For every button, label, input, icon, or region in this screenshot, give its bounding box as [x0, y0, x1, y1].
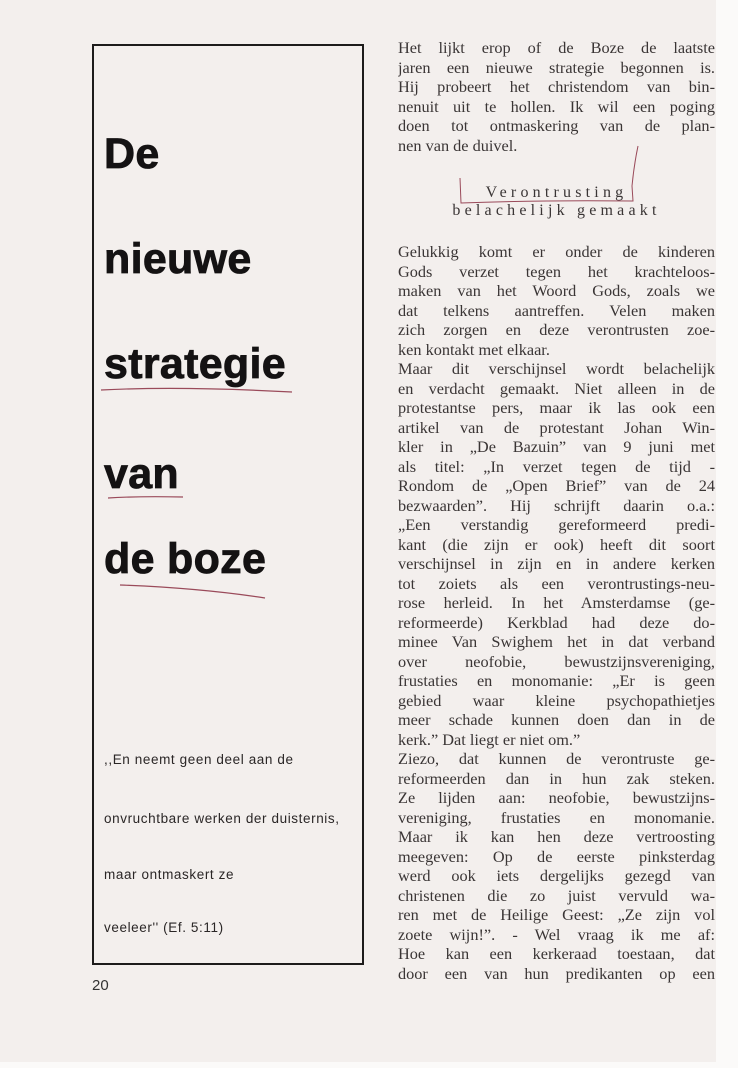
text-line: protestantse pers, maar ik las ook een: [398, 398, 715, 417]
text-line: maken van het Woord Gods, zoals we: [398, 281, 715, 300]
text-line: kerk.” Dat liegt er niet om.”: [398, 729, 581, 749]
title-line-2: nieuwe: [104, 235, 252, 283]
quote-line-1: ,,En neemt geen deel aan de: [104, 752, 294, 767]
text-line: over neofobie, bewustzijnsvereniging,: [398, 651, 715, 671]
text-line: kant (die zijn er ook) heeft dit soort: [398, 534, 715, 554]
text-line: Maar dit verschijnsel wordt belachelijk: [398, 359, 715, 378]
text-line: dat telkens aantreffen. Velen maken: [398, 300, 715, 320]
text-line: Ze lijden aan: neofobie, bewustzijns-: [398, 788, 715, 807]
title-line-5: de boze: [104, 535, 267, 583]
text-line: Hij probeert het christendom van bin-: [398, 77, 715, 96]
text-line: kler in „De Bazuin” van 9 juni met: [398, 437, 715, 456]
text-line: „Een verstandig gereformeerd predi-: [398, 515, 715, 534]
text-line: frustaties en monomanie: „Er is geen: [398, 671, 715, 690]
text-line: werd ook iets dergelijks gezegd van: [398, 866, 715, 885]
subheading-line-1: Verontrusting: [485, 184, 628, 201]
text-line: ken kontakt met elkaar.: [398, 339, 550, 359]
text-line: Gelukkig komt er onder de kinderen: [398, 242, 715, 261]
text-line: meer schade kunnen doen dan in de: [398, 710, 715, 729]
text-line: artikel van de protestant Johan Win-: [398, 417, 715, 437]
text-line: door een van hun predikanten op een: [398, 963, 715, 983]
text-line: nenuit uit te hollen. Ik wil een poging: [398, 96, 715, 116]
text-line: reformeerden dan in hun zak steken.: [398, 768, 715, 788]
text-line: en verdacht gemaakt. Niet alleen in de: [398, 378, 715, 398]
quote-line-3: maar ontmaskert ze: [104, 867, 235, 882]
text-line: bezwaarden”. Hij schrijft daarin o.a.:: [398, 495, 715, 515]
title-line-1: De: [104, 130, 160, 178]
quote-line-4: veeleer'' (Ef. 5:11): [104, 920, 224, 935]
text-line: zich zorgen en deze verontrusten zoe-: [398, 320, 715, 339]
text-line: reformeerde) Kerkblad had deze do-: [398, 612, 715, 632]
text-line: jaren een nieuwe strategie begonnen is.: [398, 57, 715, 77]
text-line: Gods verzet tegen het krachteloos-: [398, 261, 715, 281]
text-line: minee Van Swighem het in dat verband: [398, 632, 715, 651]
text-line: nen van de duivel.: [398, 135, 518, 155]
text-line: tot zoiets als een verontrustings-neu-: [398, 573, 715, 593]
text-line: verschijnsel in zijn en in andere kerken: [398, 554, 715, 573]
title-frame: [92, 44, 364, 965]
text-line: als titel: „In verzet tegen de tijd -: [398, 456, 715, 476]
text-line: ren met de Heilige Geest: „Ze zijn vol: [398, 905, 715, 924]
title-line-4: van: [104, 450, 179, 498]
text-line: Rondom de „Open Brief” van de 24: [398, 476, 715, 495]
paragraph: [398, 242, 715, 359]
text-line: Maar ik kan hen deze vertroosting: [398, 827, 715, 846]
text-line: doen tot ontmaskering van de plan-: [398, 116, 715, 135]
subheading-line-2: belachelijk gemaakt: [452, 202, 661, 219]
text-line: meegeven: Op de eerste pinksterdag: [398, 846, 715, 866]
paragraph: [398, 749, 715, 983]
quote-line-2: onvruchtbare werken der duisternis,: [104, 811, 340, 826]
title-line-3: strategie: [104, 340, 286, 388]
text-line: gebied waar kleine psychopathietjes: [398, 690, 715, 710]
text-line: rose herleid. In het Amsterdamse (ge-: [398, 593, 715, 612]
text-line: Het lijkt erop of de Boze de laatste: [398, 38, 715, 57]
text-line: christenen die zo juist vervuld wa-: [398, 885, 715, 905]
text-line: Ziezo, dat kunnen de verontruste ge-: [398, 749, 715, 768]
intro-paragraph: [398, 38, 715, 155]
page-number: 20: [92, 977, 109, 994]
text-line: vereniging, frustaties en monomanie.: [398, 807, 715, 827]
paragraph: [398, 359, 715, 749]
text-line: Hoe kan een kerkeraad toestaan, dat: [398, 944, 715, 963]
text-line: zoete wijn!”. - Wel vraag ik me af:: [398, 924, 715, 944]
body-text: [398, 242, 715, 983]
